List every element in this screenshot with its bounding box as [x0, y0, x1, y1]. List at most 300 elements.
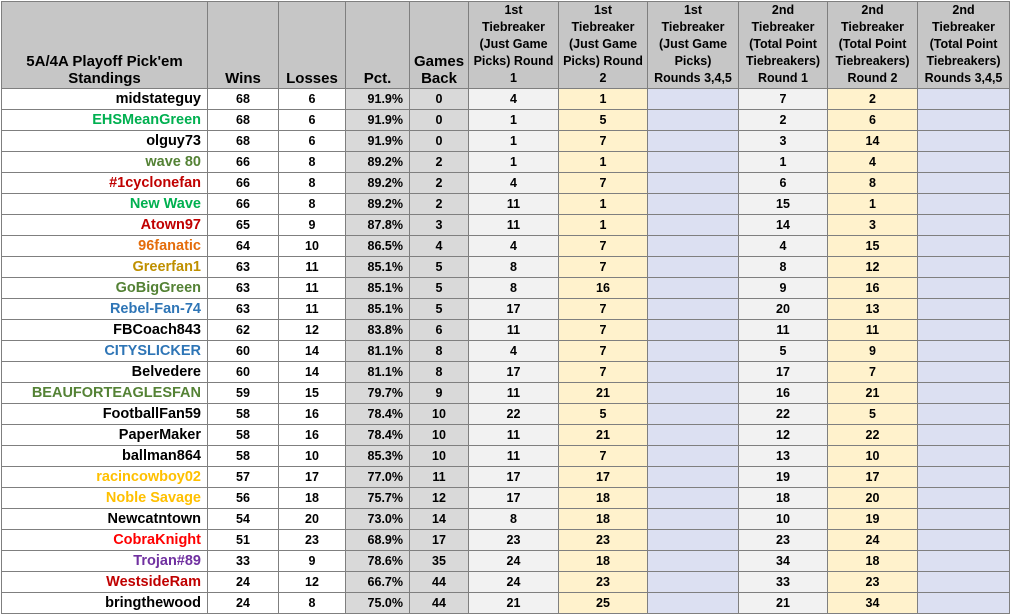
player-name-cell: Greerfan1	[2, 257, 208, 278]
player-name-cell: midstateguy	[2, 89, 208, 110]
tiebreaker2-round1-cell: 7	[739, 89, 828, 110]
pct-cell: 77.0%	[346, 467, 410, 488]
tiebreaker1-round2-cell: 7	[559, 131, 648, 152]
wins-cell: 59	[208, 383, 279, 404]
tiebreaker1-round2-header: 1st Tiebreaker (Just Game Picks) Round 2	[559, 2, 648, 89]
tiebreaker1-round2-cell: 1	[559, 152, 648, 173]
wins-cell: 60	[208, 362, 279, 383]
player-name-cell: ballman864	[2, 446, 208, 467]
tiebreaker1-round2-cell: 7	[559, 341, 648, 362]
tiebreaker2-round2-cell: 14	[828, 131, 918, 152]
games-back-cell: 5	[410, 299, 469, 320]
tiebreaker1-round2-cell: 7	[559, 362, 648, 383]
table-row	[2, 530, 1010, 551]
losses-cell: 11	[279, 299, 346, 320]
pct-cell: 75.0%	[346, 593, 410, 614]
tiebreaker2-round1-cell: 3	[739, 131, 828, 152]
tiebreaker1-round1-cell: 21	[469, 593, 559, 614]
wins-cell: 63	[208, 257, 279, 278]
tiebreaker2-round1-cell: 12	[739, 425, 828, 446]
tiebreaker2-round2-cell: 20	[828, 488, 918, 509]
losses-cell: 6	[279, 131, 346, 152]
player-name-cell: PaperMaker	[2, 425, 208, 446]
tiebreaker2-round1-cell: 15	[739, 194, 828, 215]
tiebreaker2-round1-cell: 23	[739, 530, 828, 551]
tiebreaker2-round1-cell: 34	[739, 551, 828, 572]
tiebreaker2-round2-cell: 6	[828, 110, 918, 131]
tiebreaker1-round2-cell: 7	[559, 173, 648, 194]
player-name-cell: CITYSLICKER	[2, 341, 208, 362]
wins-cell: 66	[208, 173, 279, 194]
wins-cell: 51	[208, 530, 279, 551]
wins-cell: 54	[208, 509, 279, 530]
standings-body	[2, 89, 1010, 614]
tiebreaker1-round345-cell	[648, 446, 739, 467]
games-back-cell: 4	[410, 236, 469, 257]
player-name-cell: Newcatntown	[2, 509, 208, 530]
tiebreaker2-round345-cell	[918, 446, 1010, 467]
table-row	[2, 110, 1010, 131]
tiebreaker1-round2-cell: 1	[559, 215, 648, 236]
tiebreaker2-round345-cell	[918, 110, 1010, 131]
wins-cell: 63	[208, 299, 279, 320]
tiebreaker2-round345-cell	[918, 488, 1010, 509]
wins-cell: 58	[208, 425, 279, 446]
tiebreaker2-round1-cell: 21	[739, 593, 828, 614]
wins-cell: 57	[208, 467, 279, 488]
tiebreaker2-round345-cell	[918, 152, 1010, 173]
losses-cell: 11	[279, 278, 346, 299]
tiebreaker2-round2-cell: 3	[828, 215, 918, 236]
tiebreaker2-round345-cell	[918, 467, 1010, 488]
tiebreaker2-round2-cell: 11	[828, 320, 918, 341]
table-row	[2, 404, 1010, 425]
tiebreaker1-round2-cell: 23	[559, 530, 648, 551]
losses-cell: 8	[279, 593, 346, 614]
tiebreaker2-round1-cell: 14	[739, 215, 828, 236]
player-name-cell: bringthewood	[2, 593, 208, 614]
table-row	[2, 467, 1010, 488]
tiebreaker1-round345-cell	[648, 425, 739, 446]
tiebreaker2-round2-cell: 13	[828, 299, 918, 320]
table-row	[2, 341, 1010, 362]
tiebreaker1-round1-cell: 17	[469, 299, 559, 320]
tiebreaker1-round1-cell: 8	[469, 257, 559, 278]
tiebreaker1-round2-cell: 5	[559, 404, 648, 425]
tiebreaker2-round345-cell	[918, 362, 1010, 383]
games-back-cell: 5	[410, 257, 469, 278]
wins-cell: 65	[208, 215, 279, 236]
tiebreaker1-round345-cell	[648, 278, 739, 299]
table-row	[2, 572, 1010, 593]
losses-cell: 23	[279, 530, 346, 551]
table-row	[2, 173, 1010, 194]
games-back-cell: 2	[410, 152, 469, 173]
tiebreaker2-round345-cell	[918, 278, 1010, 299]
tiebreaker2-round1-cell: 22	[739, 404, 828, 425]
tiebreaker1-round1-cell: 11	[469, 320, 559, 341]
tiebreaker1-round345-cell	[648, 131, 739, 152]
tiebreaker1-round2-cell: 17	[559, 467, 648, 488]
tiebreaker2-round2-cell: 10	[828, 446, 918, 467]
games-back-header: Games Back	[410, 2, 469, 89]
pct-cell: 85.1%	[346, 257, 410, 278]
tiebreaker1-round1-cell: 4	[469, 236, 559, 257]
losses-cell: 10	[279, 236, 346, 257]
games-back-cell: 2	[410, 194, 469, 215]
games-back-cell: 0	[410, 131, 469, 152]
tiebreaker1-round1-cell: 1	[469, 110, 559, 131]
tiebreaker2-round2-cell: 23	[828, 572, 918, 593]
losses-cell: 15	[279, 383, 346, 404]
player-name-cell: 96fanatic	[2, 236, 208, 257]
games-back-cell: 44	[410, 593, 469, 614]
games-back-cell: 8	[410, 362, 469, 383]
pct-cell: 78.4%	[346, 425, 410, 446]
tiebreaker2-round1-cell: 2	[739, 110, 828, 131]
tiebreaker1-round1-cell: 23	[469, 530, 559, 551]
games-back-cell: 35	[410, 551, 469, 572]
player-name-cell: Belvedere	[2, 362, 208, 383]
pct-cell: 89.2%	[346, 194, 410, 215]
tiebreaker1-round345-cell	[648, 404, 739, 425]
table-row	[2, 425, 1010, 446]
tiebreaker2-round2-cell: 16	[828, 278, 918, 299]
losses-cell: 6	[279, 89, 346, 110]
table-row	[2, 278, 1010, 299]
tiebreaker2-round2-cell: 1	[828, 194, 918, 215]
tiebreaker2-round345-cell	[918, 551, 1010, 572]
table-row	[2, 383, 1010, 404]
losses-cell: 6	[279, 110, 346, 131]
pct-cell: 91.9%	[346, 131, 410, 152]
games-back-cell: 14	[410, 509, 469, 530]
wins-cell: 66	[208, 194, 279, 215]
pct-cell: 66.7%	[346, 572, 410, 593]
tiebreaker2-round345-cell	[918, 215, 1010, 236]
tiebreaker2-round1-cell: 6	[739, 173, 828, 194]
wins-cell: 64	[208, 236, 279, 257]
tiebreaker1-round1-cell: 11	[469, 425, 559, 446]
tiebreaker2-round345-cell	[918, 194, 1010, 215]
tiebreaker2-round345-cell	[918, 509, 1010, 530]
tiebreaker2-round345-cell	[918, 593, 1010, 614]
tiebreaker1-round2-cell: 18	[559, 488, 648, 509]
losses-cell: 9	[279, 215, 346, 236]
tiebreaker2-round2-cell: 21	[828, 383, 918, 404]
games-back-cell: 17	[410, 530, 469, 551]
tiebreaker1-round1-cell: 24	[469, 551, 559, 572]
tiebreaker2-round345-cell	[918, 236, 1010, 257]
wins-cell: 24	[208, 572, 279, 593]
tiebreaker1-round2-cell: 16	[559, 278, 648, 299]
tiebreaker1-round2-cell: 18	[559, 551, 648, 572]
pct-header: Pct.	[346, 2, 410, 89]
tiebreaker1-round345-cell	[648, 89, 739, 110]
player-name-cell: WestsideRam	[2, 572, 208, 593]
tiebreaker1-round345-cell	[648, 509, 739, 530]
player-name-cell: Atown97	[2, 215, 208, 236]
tiebreaker2-round2-cell: 17	[828, 467, 918, 488]
losses-cell: 18	[279, 488, 346, 509]
tiebreaker1-round1-cell: 4	[469, 89, 559, 110]
tiebreaker1-round345-cell	[648, 215, 739, 236]
table-row	[2, 593, 1010, 614]
tiebreaker2-round345-cell	[918, 257, 1010, 278]
player-name-cell: CobraKnight	[2, 530, 208, 551]
tiebreaker1-round2-cell: 5	[559, 110, 648, 131]
table-row	[2, 215, 1010, 236]
tiebreaker1-round345-cell	[648, 383, 739, 404]
tiebreaker2-round2-cell: 9	[828, 341, 918, 362]
tiebreaker2-round345-cell	[918, 572, 1010, 593]
table-row	[2, 236, 1010, 257]
pct-cell: 86.5%	[346, 236, 410, 257]
tiebreaker1-round1-cell: 22	[469, 404, 559, 425]
losses-cell: 12	[279, 572, 346, 593]
wins-header: Wins	[208, 2, 279, 89]
tiebreaker2-round345-cell	[918, 131, 1010, 152]
header-row	[2, 2, 1010, 89]
standings-table	[1, 1, 1010, 614]
tiebreaker1-round2-cell: 7	[559, 236, 648, 257]
tiebreaker1-round345-cell	[648, 152, 739, 173]
tiebreaker1-round1-cell: 11	[469, 194, 559, 215]
tiebreaker1-round2-cell: 7	[559, 446, 648, 467]
tiebreaker2-round2-cell: 4	[828, 152, 918, 173]
tiebreaker1-round345-cell	[648, 320, 739, 341]
tiebreaker1-round2-cell: 1	[559, 89, 648, 110]
tiebreaker1-round345-cell	[648, 467, 739, 488]
pct-cell: 89.2%	[346, 173, 410, 194]
tiebreaker2-round345-cell	[918, 383, 1010, 404]
tiebreaker2-round2-cell: 22	[828, 425, 918, 446]
pct-cell: 85.1%	[346, 278, 410, 299]
wins-cell: 68	[208, 110, 279, 131]
player-name-cell: Noble Savage	[2, 488, 208, 509]
wins-cell: 63	[208, 278, 279, 299]
losses-cell: 14	[279, 362, 346, 383]
pct-cell: 89.2%	[346, 152, 410, 173]
pct-cell: 78.6%	[346, 551, 410, 572]
losses-cell: 10	[279, 446, 346, 467]
tiebreaker1-round345-cell	[648, 362, 739, 383]
tiebreaker2-round1-cell: 20	[739, 299, 828, 320]
player-name-cell: olguy73	[2, 131, 208, 152]
player-name-cell: Trojan#89	[2, 551, 208, 572]
pct-cell: 78.4%	[346, 404, 410, 425]
table-row	[2, 320, 1010, 341]
games-back-cell: 10	[410, 425, 469, 446]
pct-cell: 91.9%	[346, 89, 410, 110]
losses-cell: 8	[279, 173, 346, 194]
table-row	[2, 152, 1010, 173]
losses-cell: 20	[279, 509, 346, 530]
pct-cell: 91.9%	[346, 110, 410, 131]
pct-cell: 81.1%	[346, 362, 410, 383]
table-row	[2, 362, 1010, 383]
games-back-cell: 12	[410, 488, 469, 509]
games-back-cell: 3	[410, 215, 469, 236]
tiebreaker2-round1-cell: 17	[739, 362, 828, 383]
tiebreaker1-round345-cell	[648, 572, 739, 593]
losses-cell: 16	[279, 425, 346, 446]
losses-cell: 12	[279, 320, 346, 341]
tiebreaker1-round2-cell: 21	[559, 383, 648, 404]
table-row	[2, 509, 1010, 530]
tiebreaker2-round2-cell: 24	[828, 530, 918, 551]
games-back-cell: 11	[410, 467, 469, 488]
tiebreaker2-round1-cell: 5	[739, 341, 828, 362]
tiebreaker1-round2-cell: 7	[559, 320, 648, 341]
tiebreaker1-round1-cell: 11	[469, 383, 559, 404]
tiebreaker1-round2-cell: 7	[559, 299, 648, 320]
wins-cell: 33	[208, 551, 279, 572]
tiebreaker2-round1-cell: 10	[739, 509, 828, 530]
player-name-cell: FBCoach843	[2, 320, 208, 341]
table-row	[2, 89, 1010, 110]
wins-cell: 58	[208, 404, 279, 425]
tiebreaker1-round345-cell	[648, 110, 739, 131]
player-name-cell: BEAUFORTEAGLESFAN	[2, 383, 208, 404]
wins-cell: 68	[208, 131, 279, 152]
games-back-cell: 2	[410, 173, 469, 194]
tiebreaker2-round1-cell: 4	[739, 236, 828, 257]
wins-cell: 58	[208, 446, 279, 467]
games-back-cell: 0	[410, 89, 469, 110]
table-row	[2, 257, 1010, 278]
player-name-cell: #1cyclonefan	[2, 173, 208, 194]
table-row	[2, 551, 1010, 572]
tiebreaker2-round1-cell: 18	[739, 488, 828, 509]
losses-cell: 17	[279, 467, 346, 488]
losses-cell: 11	[279, 257, 346, 278]
player-name-cell: Rebel-Fan-74	[2, 299, 208, 320]
tiebreaker2-round345-cell	[918, 404, 1010, 425]
tiebreaker1-round345-cell	[648, 593, 739, 614]
tiebreaker2-round1-cell: 8	[739, 257, 828, 278]
pct-cell: 68.9%	[346, 530, 410, 551]
tiebreaker1-round2-cell: 18	[559, 509, 648, 530]
wins-cell: 60	[208, 341, 279, 362]
pct-cell: 87.8%	[346, 215, 410, 236]
tiebreaker2-round2-header: 2nd Tiebreaker (Total Point Tiebreakers) Round 2	[828, 2, 918, 89]
tiebreaker2-round345-cell	[918, 299, 1010, 320]
games-back-cell: 5	[410, 278, 469, 299]
tiebreaker2-round1-cell: 1	[739, 152, 828, 173]
tiebreaker1-round1-cell: 8	[469, 278, 559, 299]
tiebreaker2-round2-cell: 34	[828, 593, 918, 614]
tiebreaker1-round345-cell	[648, 299, 739, 320]
wins-cell: 24	[208, 593, 279, 614]
table-row	[2, 299, 1010, 320]
wins-cell: 56	[208, 488, 279, 509]
pct-cell: 81.1%	[346, 341, 410, 362]
tiebreaker1-round1-header: 1st Tiebreaker (Just Game Picks) Round 1	[469, 2, 559, 89]
tiebreaker1-round2-cell: 1	[559, 194, 648, 215]
tiebreaker2-round2-cell: 15	[828, 236, 918, 257]
tiebreaker2-round1-cell: 33	[739, 572, 828, 593]
tiebreaker2-round2-cell: 12	[828, 257, 918, 278]
tiebreaker1-round1-cell: 17	[469, 467, 559, 488]
tiebreaker1-round345-cell	[648, 257, 739, 278]
tiebreaker2-round1-cell: 16	[739, 383, 828, 404]
table-row	[2, 488, 1010, 509]
games-back-cell: 8	[410, 341, 469, 362]
table-row	[2, 446, 1010, 467]
games-back-cell: 44	[410, 572, 469, 593]
wins-cell: 68	[208, 89, 279, 110]
tiebreaker2-round345-cell	[918, 89, 1010, 110]
tiebreaker2-round345-header: 2nd Tiebreaker (Total Point Tiebreakers) Rounds 3,4,5	[918, 2, 1010, 89]
tiebreaker1-round1-cell: 4	[469, 341, 559, 362]
table-row	[2, 194, 1010, 215]
tiebreaker1-round1-cell: 1	[469, 152, 559, 173]
losses-cell: 8	[279, 152, 346, 173]
tiebreaker2-round2-cell: 18	[828, 551, 918, 572]
tiebreaker2-round345-cell	[918, 530, 1010, 551]
player-name-cell: FootballFan59	[2, 404, 208, 425]
tiebreaker2-round345-cell	[918, 320, 1010, 341]
pct-cell: 83.8%	[346, 320, 410, 341]
wins-cell: 66	[208, 152, 279, 173]
tiebreaker2-round1-cell: 11	[739, 320, 828, 341]
tiebreaker1-round1-cell: 11	[469, 215, 559, 236]
tiebreaker2-round1-cell: 9	[739, 278, 828, 299]
losses-header: Losses	[279, 2, 346, 89]
tiebreaker2-round1-cell: 19	[739, 467, 828, 488]
tiebreaker2-round2-cell: 5	[828, 404, 918, 425]
tiebreaker1-round345-header: 1st Tiebreaker (Just Game Picks) Rounds 3,4,5	[648, 2, 739, 89]
tiebreaker2-round1-header: 2nd Tiebreaker (Total Point Tiebreakers) Round 1	[739, 2, 828, 89]
tiebreaker1-round2-cell: 25	[559, 593, 648, 614]
table-row	[2, 131, 1010, 152]
tiebreaker1-round1-cell: 17	[469, 488, 559, 509]
tiebreaker1-round345-cell	[648, 341, 739, 362]
games-back-cell: 6	[410, 320, 469, 341]
games-back-cell: 0	[410, 110, 469, 131]
games-back-cell: 9	[410, 383, 469, 404]
pct-cell: 85.3%	[346, 446, 410, 467]
tiebreaker1-round2-cell: 23	[559, 572, 648, 593]
tiebreaker2-round345-cell	[918, 173, 1010, 194]
tiebreaker1-round1-cell: 8	[469, 509, 559, 530]
tiebreaker2-round1-cell: 13	[739, 446, 828, 467]
tiebreaker1-round1-cell: 17	[469, 362, 559, 383]
tiebreaker2-round345-cell	[918, 341, 1010, 362]
tiebreaker1-round345-cell	[648, 194, 739, 215]
tiebreaker1-round345-cell	[648, 551, 739, 572]
player-name-cell: wave 80	[2, 152, 208, 173]
player-name-cell: New Wave	[2, 194, 208, 215]
games-back-cell: 10	[410, 446, 469, 467]
wins-cell: 62	[208, 320, 279, 341]
tiebreaker1-round1-cell: 11	[469, 446, 559, 467]
losses-cell: 16	[279, 404, 346, 425]
games-back-cell: 10	[410, 404, 469, 425]
tiebreaker2-round345-cell	[918, 425, 1010, 446]
tiebreaker1-round345-cell	[648, 173, 739, 194]
tiebreaker1-round345-cell	[648, 530, 739, 551]
tiebreaker1-round2-cell: 7	[559, 257, 648, 278]
tiebreaker2-round2-cell: 19	[828, 509, 918, 530]
player-name-cell: racincowboy02	[2, 467, 208, 488]
tiebreaker1-round2-cell: 21	[559, 425, 648, 446]
standings-title-header: 5A/4A Playoff Pick'em Standings	[2, 2, 208, 89]
tiebreaker1-round1-cell: 4	[469, 173, 559, 194]
tiebreaker2-round2-cell: 2	[828, 89, 918, 110]
tiebreaker2-round2-cell: 8	[828, 173, 918, 194]
